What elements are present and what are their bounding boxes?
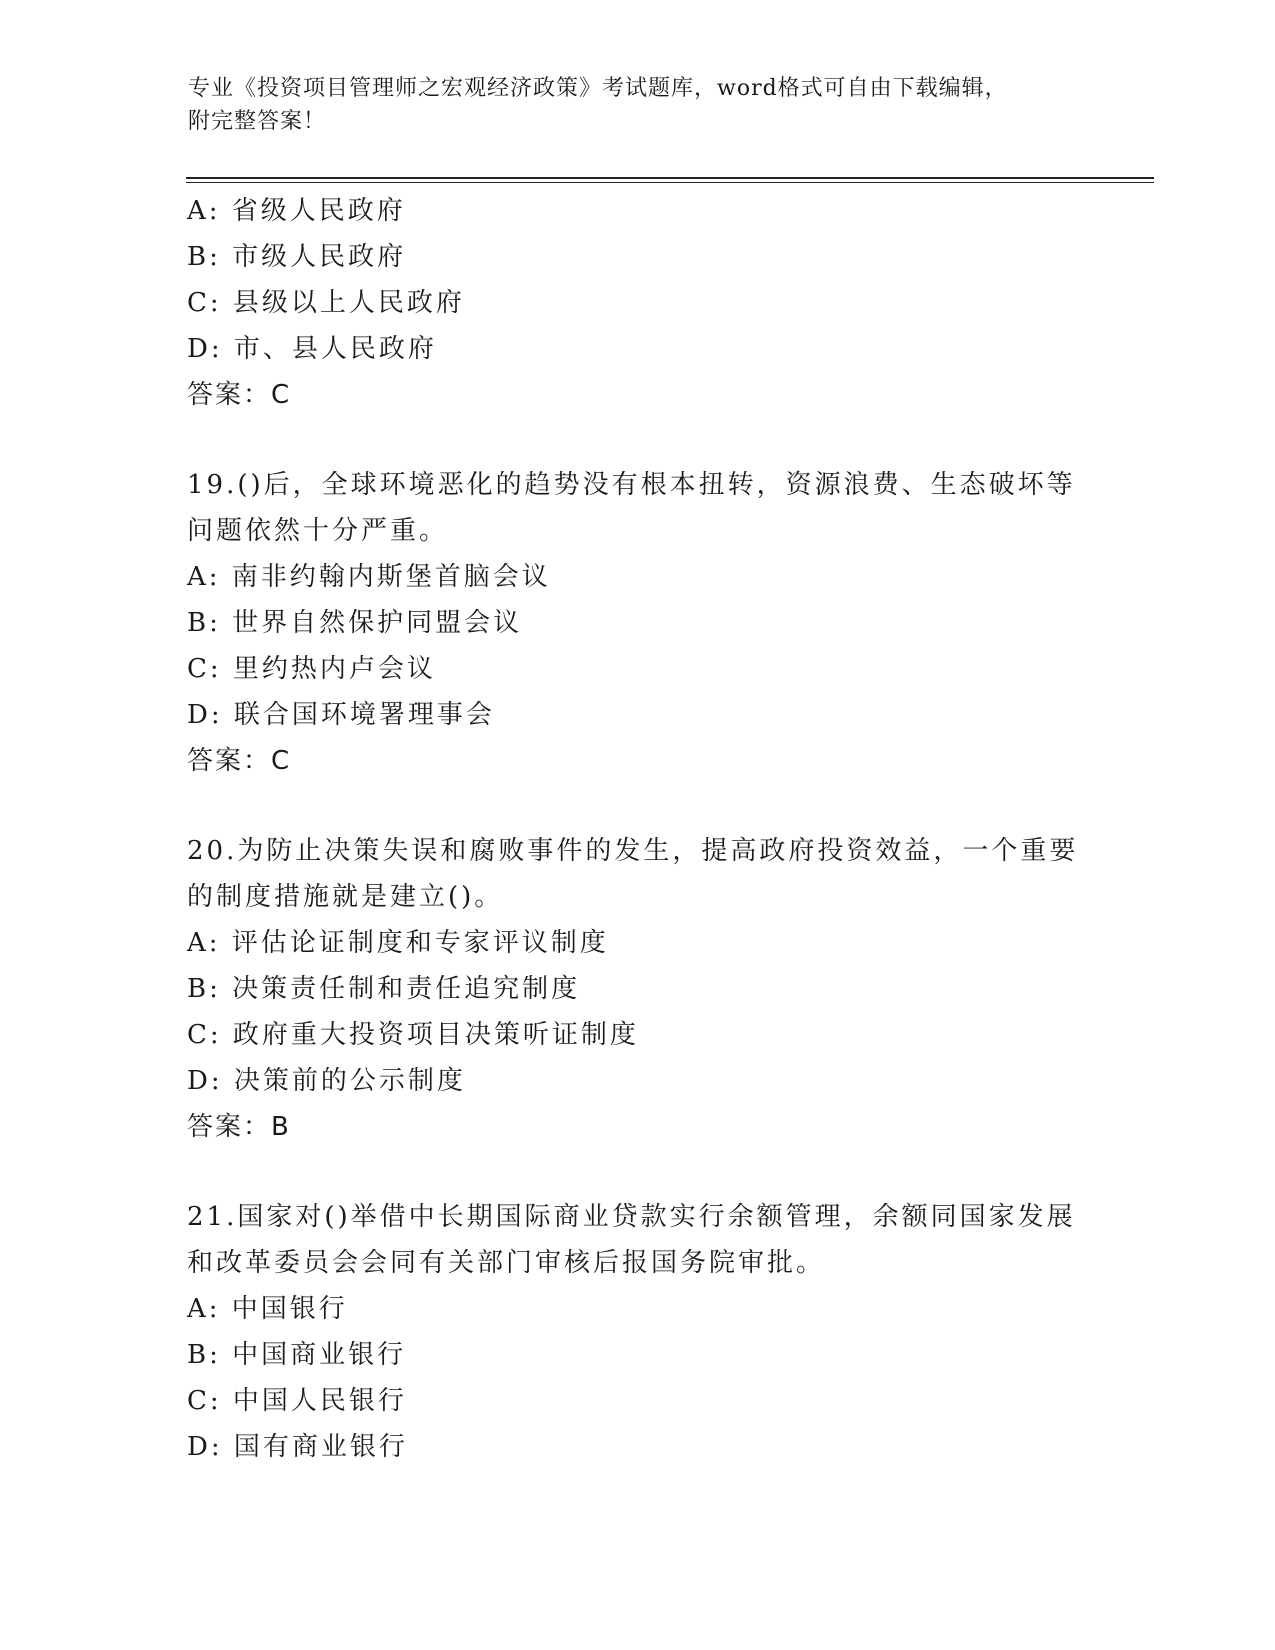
question-text-line-2: 问题依然十分严重。	[187, 516, 449, 546]
option-b: B: 市级人民政府	[187, 242, 407, 272]
option-d: D: 国有商业银行	[187, 1432, 408, 1462]
spacer	[187, 418, 1087, 462]
header-divider-thin	[186, 182, 1154, 183]
document-header	[188, 72, 1088, 138]
answer: 答案：C	[187, 380, 292, 410]
document-body	[187, 188, 1087, 1470]
option-c: C: 政府重大投资项目决策听证制度	[187, 1020, 639, 1050]
answer: 答案：C	[187, 746, 292, 776]
question-20	[187, 828, 1087, 1150]
option-c: C: 中国人民银行	[187, 1386, 407, 1416]
option-a: A: 南非约翰内斯堡首脑会议	[187, 562, 551, 592]
option-b: B: 决策责任制和责任追究制度	[187, 974, 581, 1004]
question-text-line-2: 的制度措施就是建立()。	[187, 882, 504, 912]
option-d: D: 市、县人民政府	[187, 334, 437, 364]
header-line-1: 专业《投资项目管理师之宏观经济政策》考试题库，word格式可自由下载编辑，	[188, 76, 1008, 101]
header-divider-thick	[186, 177, 1154, 179]
option-a: A: 评估论证制度和专家评议制度	[187, 928, 609, 958]
question-text-line-1: 20.为防止决策失误和腐败事件的发生，提高政府投资效益，一个重要	[187, 836, 1079, 866]
option-b: B: 中国商业银行	[187, 1340, 407, 1370]
spacer	[187, 1150, 1087, 1194]
question-text-line-1: 19.()后，全球环境恶化的趋势没有根本扭转，资源浪费、生态破坏等	[187, 470, 1076, 500]
question-text-line-2: 和改革委员会会同有关部门审核后报国务院审批。	[187, 1248, 826, 1278]
option-d: D: 联合国环境署理事会	[187, 700, 495, 730]
option-b: B: 世界自然保护同盟会议	[187, 608, 523, 638]
question-text-line-1: 21.国家对()举借中长期国际商业贷款实行余额管理，余额同国家发展	[187, 1202, 1076, 1232]
option-a: A: 省级人民政府	[187, 196, 406, 226]
option-a: A: 中国银行	[187, 1294, 348, 1324]
option-c: C: 里约热内卢会议	[187, 654, 436, 684]
question-19	[187, 462, 1087, 784]
spacer	[187, 784, 1087, 828]
header-line-2: 附完整答案！	[188, 109, 327, 134]
option-d: D: 决策前的公示制度	[187, 1066, 466, 1096]
question-18	[187, 188, 1087, 418]
question-21	[187, 1194, 1087, 1470]
answer: 答案：B	[187, 1112, 291, 1142]
option-c: C: 县级以上人民政府	[187, 288, 465, 318]
